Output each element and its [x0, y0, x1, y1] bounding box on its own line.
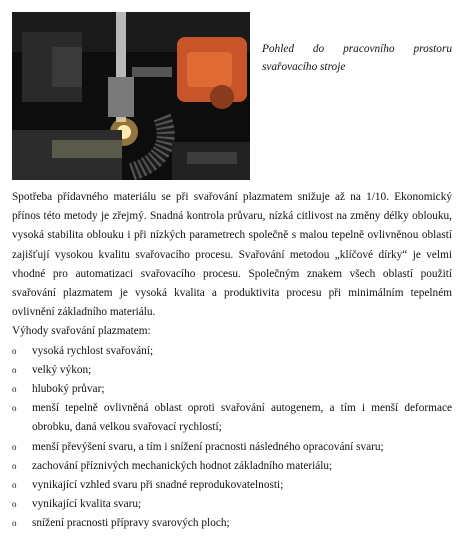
welding-machine-photo [12, 12, 250, 180]
bullet-icon: o [12, 460, 17, 471]
bullet-icon: o [12, 345, 17, 356]
list-item: o zachování příznivých mechanických hodnot základního materiálu; [12, 457, 452, 476]
bullet-icon: o [12, 364, 17, 375]
bullet-icon: o [12, 499, 17, 510]
advantages-list [12, 342, 452, 534]
bullet-icon: o [12, 441, 17, 452]
list-item: o hluboký průvar; [12, 380, 452, 399]
list-item: o snížení pracnosti přípravy svarových ploch; [12, 514, 452, 533]
welding-machine-illustration [12, 12, 250, 180]
list-item: o vynikající vzhled svaru při snadné reprodukovatelnosti; [12, 476, 452, 495]
list-item: o menší tepelně ovlivněná oblast oproti svařování autogenem, a tím i menší deformace obrobku, daná velkou svařovací rychlostí; [12, 399, 452, 437]
list-item: o velký výkon; [12, 361, 452, 380]
list-item: o vysoká rychlost svařování; [12, 342, 452, 361]
bullet-icon: o [12, 384, 17, 395]
photo-caption: Pohled do pracovního prostoru svařovacího stroje [262, 43, 452, 73]
intro-paragraph: Spotřeba přídavného materiálu se při svařování plazmatem snižuje až na 1/10. Ekonomický přínos této metody je zřejmý. Snadná kontrola průvaru, nízká citlivost na změny délky oblouku, vysoká stabilita oblouku i při nízkých parametrech společně s malou tepelně ovlivněnou oblastí zajišťují vysokou kvalitu svařovacího procesu. Svařování metodou „klíčové dírky“ je velmi vhodné pro automatizaci svařovacího procesu. Společným znakem všech oblastí použití svařování plazmatem je vysoká kvalita a produktivita procesu při minimálním tepelném ovlivnění základního materiálu. [12, 191, 452, 319]
list-item: o menší převýšení svaru, a tím i snížení pracnosti následného opracování svaru; [12, 438, 452, 457]
list-item: o vynikající kvalita svaru; [12, 495, 452, 514]
bullet-icon: o [12, 403, 17, 414]
advantages-title: Výhody svařování plazmatem: [12, 325, 151, 338]
bullet-icon: o [12, 518, 17, 529]
bullet-icon: o [12, 480, 17, 491]
article-body [12, 188, 452, 534]
